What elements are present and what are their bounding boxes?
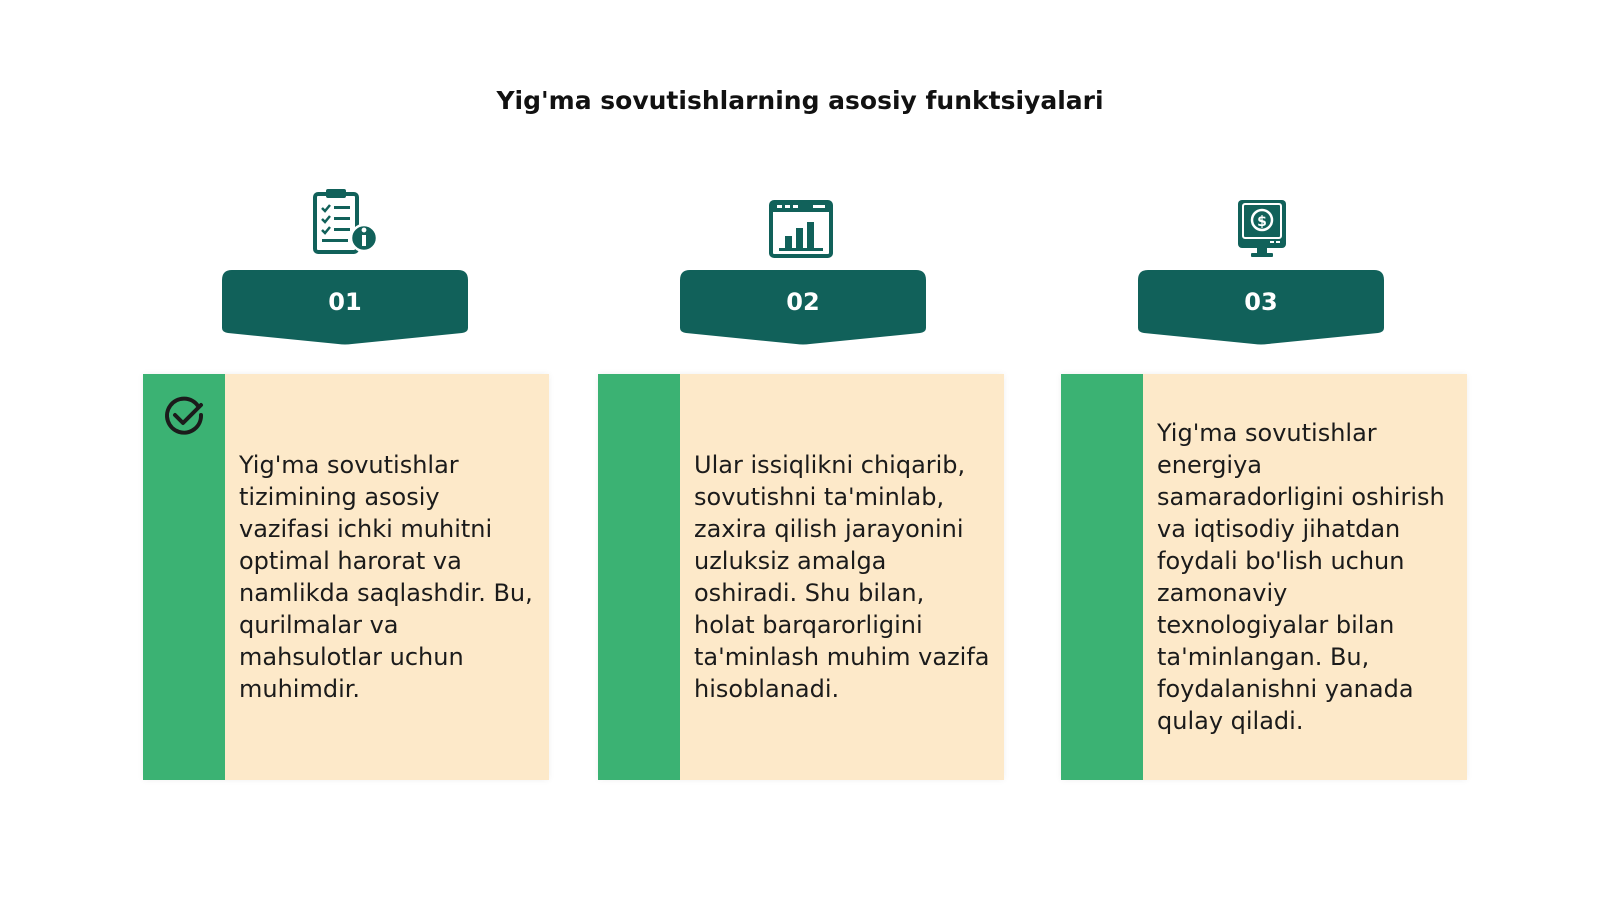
step-card-03 — [1061, 374, 1467, 780]
step-card-02 — [598, 374, 1004, 780]
clipboard-checklist-info-icon — [312, 188, 382, 260]
analytics-dashboard-icon — [769, 200, 833, 262]
step-number: 03 — [1244, 288, 1278, 316]
card-accent-bar — [598, 374, 680, 780]
money-monitor-icon — [1236, 198, 1288, 262]
step-card-01 — [143, 374, 549, 780]
step-badge-01 — [222, 270, 468, 350]
step-number: 01 — [328, 288, 362, 316]
step-number: 02 — [786, 288, 820, 316]
step-description: Ular issiqlikni chiqarib, sovutishni ta'minlab, zaxira qilish jarayonini uzluksiz amalga oshiradi. Shu bilan, holat barqarorligini ta'minlash muhim vazifa hisoblanadi. — [694, 451, 990, 703]
step-badge-02 — [680, 270, 926, 350]
card-accent-bar — [1061, 374, 1143, 780]
check-circle-icon — [162, 394, 206, 442]
page-title: Yig'ma sovutishlarning asosiy funktsiyalari — [496, 86, 1104, 115]
step-description: Yig'ma sovutishlar tizimining asosiy vazifasi ichki muhitni optimal harorat va namlikda saqlashdir. Bu, qurilmalar va mahsulotlar uchun muhimdir. — [239, 451, 533, 703]
step-badge-03 — [1138, 270, 1384, 350]
step-description: Yig'ma sovutishlar energiya samaradorligini oshirish va iqtisodiy jihatdan foydali bo'lish uchun zamonaviy texnologiyalar bilan ta'minlangan. Bu, foydalanishni yanada qulay qiladi. — [1157, 419, 1445, 735]
svg-text:$: $ — [1257, 214, 1267, 230]
